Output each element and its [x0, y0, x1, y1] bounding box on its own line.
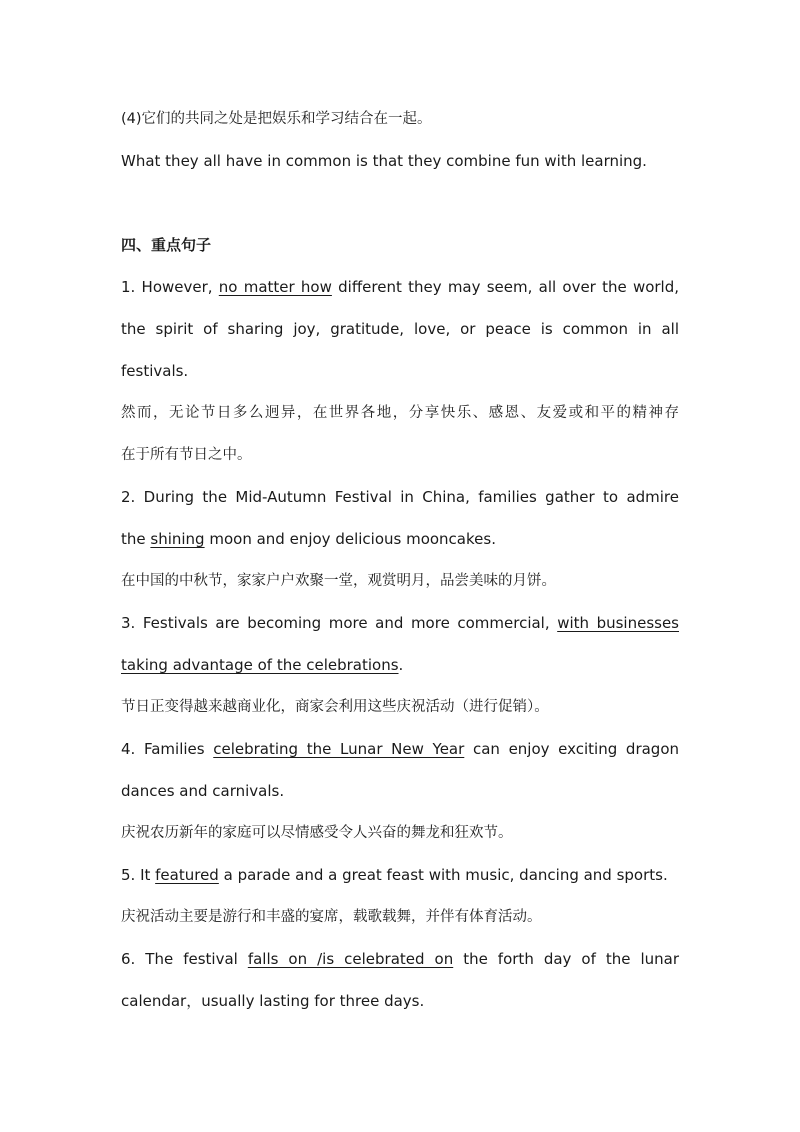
sentence-2-chinese: 在中国的中秋节，家家户户欢聚一堂，观赏明月，品尝美味的月饼。	[121, 573, 556, 589]
sentence-5-chinese: 庆祝活动主要是游行和丰盛的宴席，载歌载舞，并伴有体育活动。	[121, 909, 542, 925]
key-phrase: featured	[155, 866, 219, 884]
text: 6. The festival	[121, 950, 248, 968]
text: the	[121, 530, 151, 548]
item4-english: What they all have in common is that they combine fun with learning.	[121, 152, 647, 170]
key-phrase: taking advantage of the celebrations	[121, 656, 399, 674]
sentence-1-line-2: the spirit of sharing joy, gratitude, love, or peace is common in all	[121, 320, 679, 338]
item4-chinese: (4)它们的共同之处是把娱乐和学习结合在一起。	[121, 111, 432, 127]
text: 5. It	[121, 866, 156, 884]
sentence-4-line-2: dances and carnivals.	[121, 782, 285, 800]
text: can enjoy exciting dragon	[464, 740, 680, 758]
text: 1. However,	[121, 278, 219, 296]
sentence-1-line-1	[121, 276, 679, 298]
text: the forth day of the lunar	[453, 950, 680, 968]
text: moon and enjoy delicious mooncakes.	[204, 530, 496, 548]
text: 3. Festivals are becoming more and more commercial,	[121, 614, 558, 632]
sentence-3-chinese: 节日正变得越来越商业化，商家会利用这些庆祝活动（进行促销）。	[121, 699, 549, 715]
text: 4. Families	[121, 740, 214, 758]
text: different they may seem, all over the world,	[331, 278, 680, 296]
key-phrase: with businesses	[557, 614, 679, 632]
key-phrase: celebrating the Lunar New Year	[213, 740, 465, 758]
key-phrase: no matter how	[218, 278, 332, 296]
key-phrase: falls on /is celebrated on	[247, 950, 454, 968]
sentence-6-line-1	[121, 948, 679, 970]
sentence-1-line-3: festivals.	[121, 362, 189, 380]
sentence-3-line-2	[121, 654, 679, 676]
sentence-2-line-1: 2. During the Mid-Autumn Festival in China, families gather to admire	[121, 488, 679, 506]
sentence-2-line-2	[121, 528, 679, 550]
key-phrase: shining	[150, 530, 205, 548]
text: a parade and a great feast with music, dancing and sports.	[218, 866, 668, 884]
sentence-4-chinese: 庆祝农历新年的家庭可以尽情感受令人兴奋的舞龙和狂欢节。	[121, 825, 513, 841]
section-heading: 四、重点句子	[121, 236, 212, 254]
sentence-4-line-1	[121, 738, 679, 760]
sentence-3-line-1	[121, 612, 679, 634]
text: .	[398, 656, 404, 674]
sentence-5-line-1	[121, 864, 679, 886]
sentence-1-chinese-1: 然而，无论节日多么迥异，在世界各地，分享快乐、感恩、友爱或和平的精神存	[121, 405, 679, 421]
sentence-6-line-2: calendar，usually lasting for three days.	[121, 992, 425, 1010]
sentence-1-chinese-2: 在于所有节日之中。	[121, 447, 252, 463]
